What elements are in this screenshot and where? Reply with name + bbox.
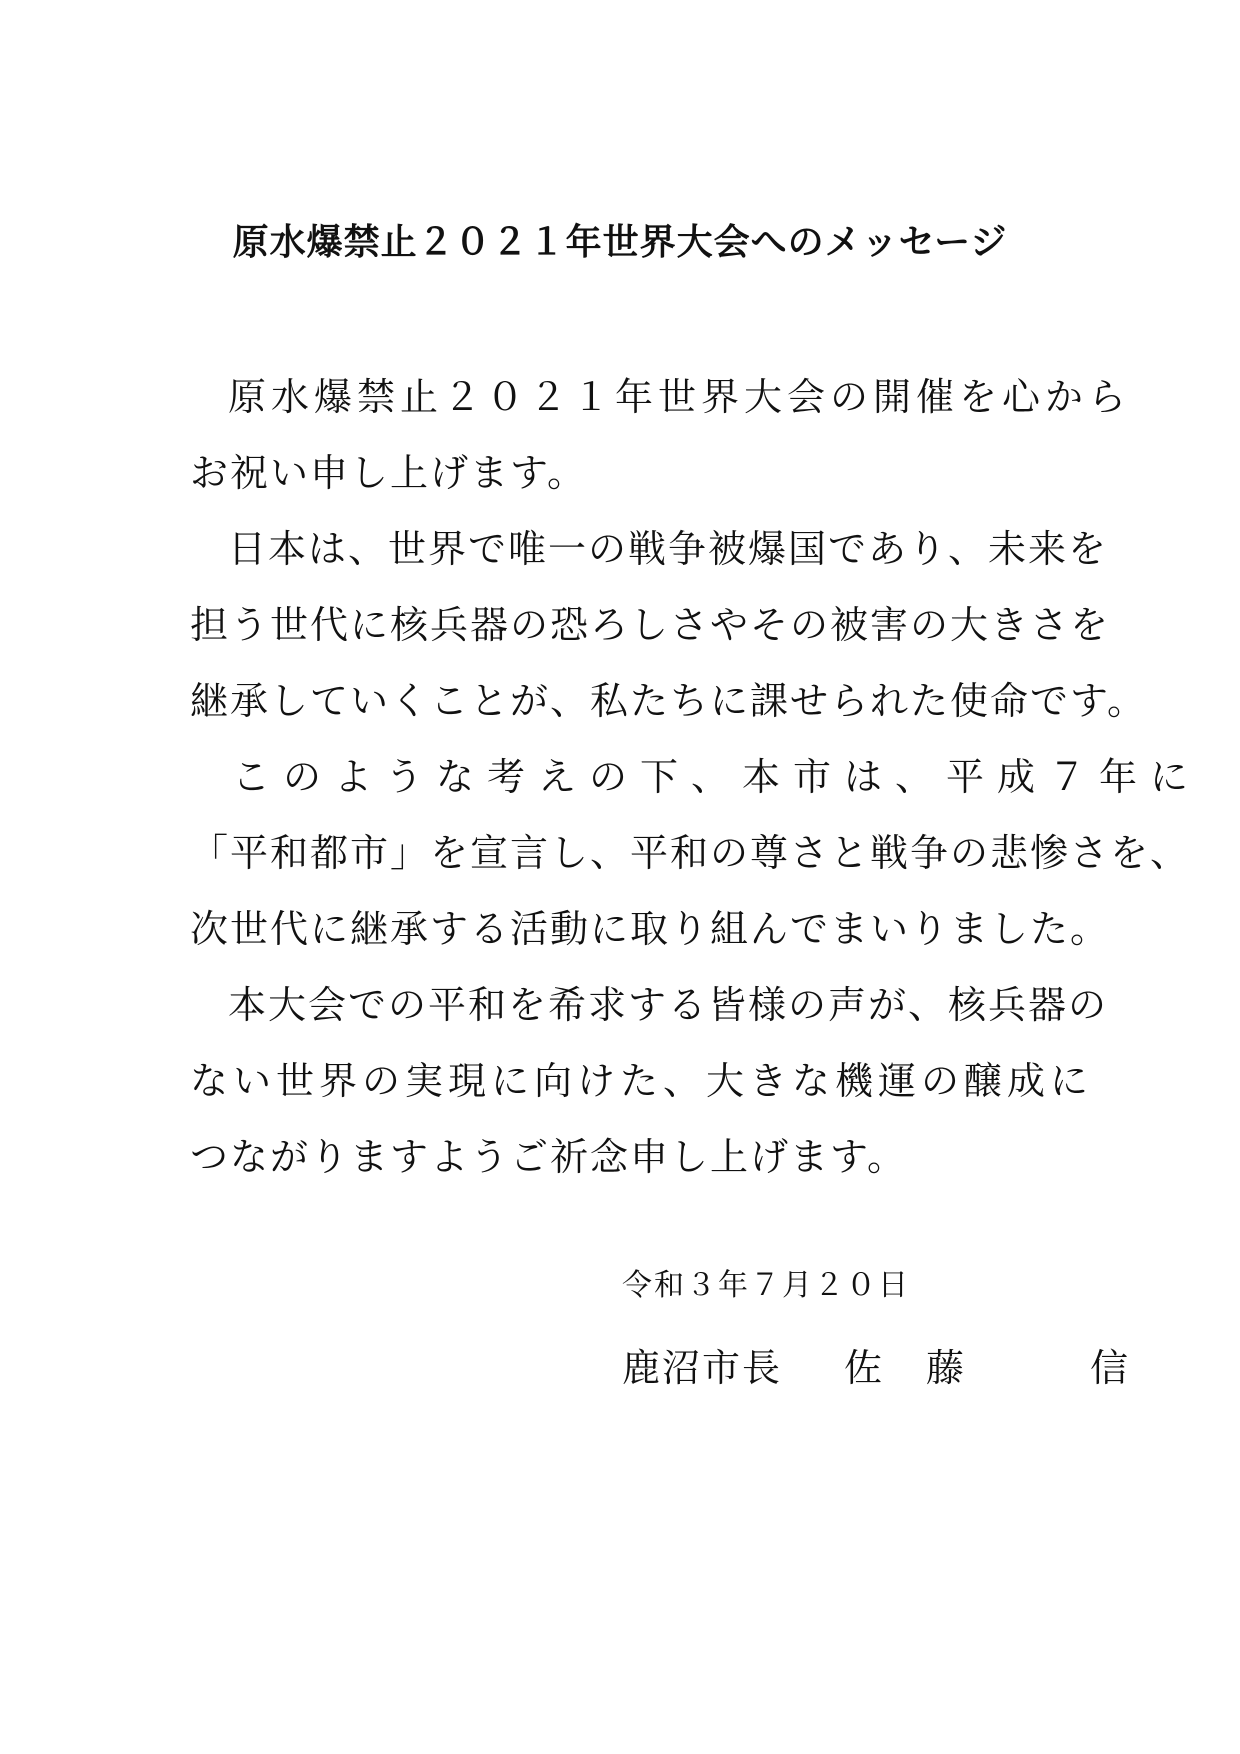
body-line: つながりますようご祈念申し上げます。 <box>190 1135 907 1179</box>
signature-block <box>622 1340 1173 1396</box>
body-line: 本大会での平和を希求する皆様の声が、核兵器の <box>228 983 1109 1027</box>
signer-title: 鹿沼市長 <box>622 1346 783 1390</box>
body-line: ない世界の実現に向けた、大きな機運の醸成に <box>190 1059 1094 1103</box>
document-title: 原水爆禁止２０２１年世界大会へのメッセージ <box>232 222 1008 263</box>
body-line: このような考えの下、本市は、平成７年に <box>232 755 1202 799</box>
body-line: 「平和都市」を宣言し、平和の尊さと戦争の悲惨さを、 <box>190 831 1191 875</box>
body-line: 次世代に継承する活動に取り組んでまいりました。 <box>190 907 1111 951</box>
document-date: 令和３年７月２０日 <box>622 1268 910 1303</box>
signer-name: 佐藤 信 <box>844 1346 1173 1390</box>
body-line: お祝い申し上げます。 <box>190 451 587 495</box>
body-line: 原水爆禁止２０２１年世界大会の開催を心から <box>228 375 1132 419</box>
body-line: 継承していくことが、私たちに課せられた使命です。 <box>190 679 1147 723</box>
body-line: 日本は、世界で唯一の戦争被爆国であり、未来を <box>228 527 1109 571</box>
body-line: 担う世代に核兵器の恐ろしさやその被害の大きさを <box>190 603 1111 647</box>
